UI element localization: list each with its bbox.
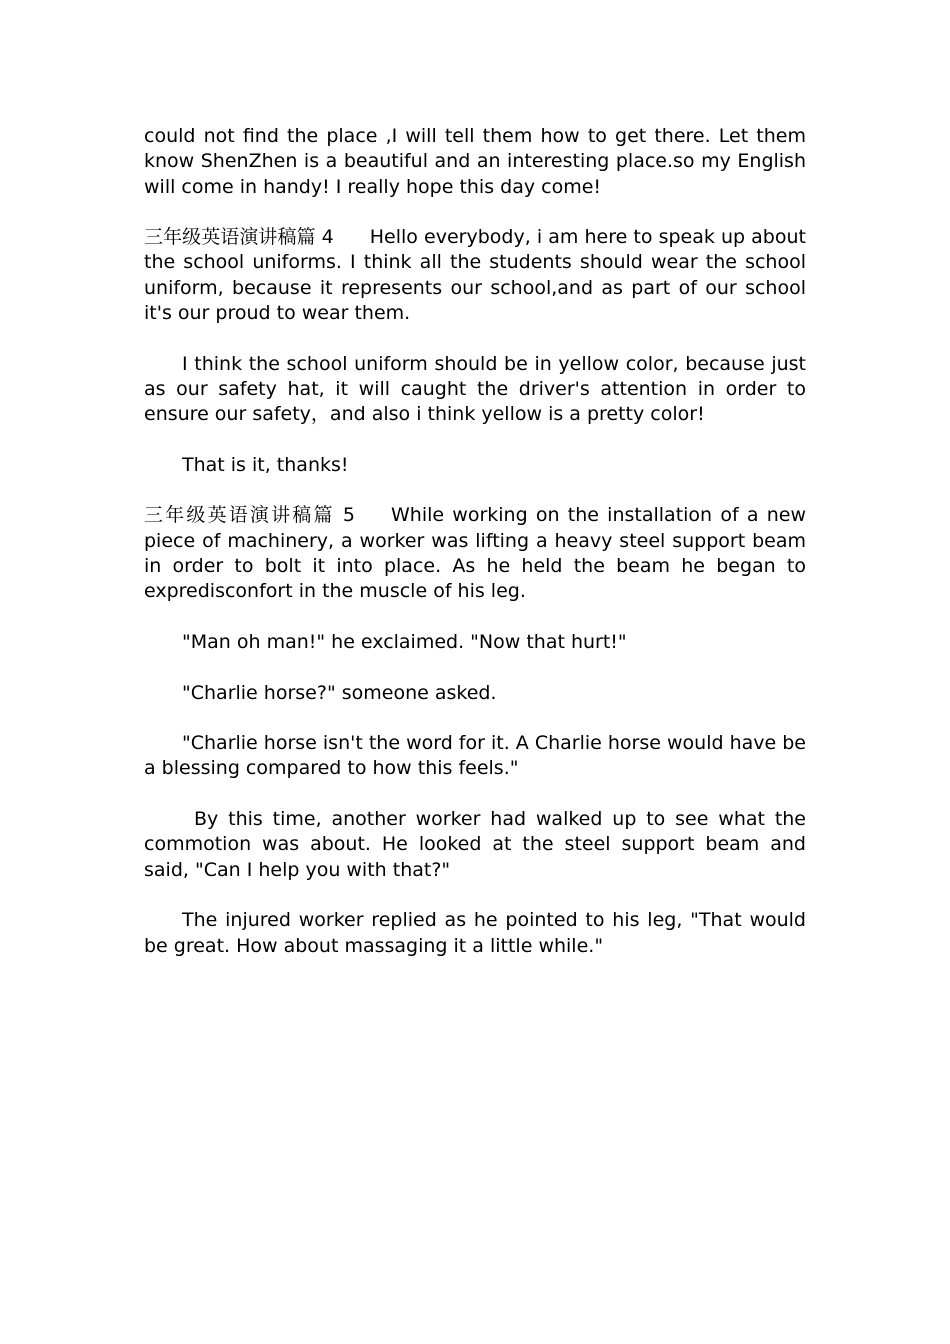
paragraph-text: Hello everybody, i am here to speak up about the school uniforms. I think all the students should wear the school uniform, because it represents our school,and as part of our school it's our proud to wear them.	[144, 226, 806, 325]
paragraph-text: The injured worker replied as he pointed to his leg, "That would be great. How about massaging it a little while."	[144, 909, 806, 957]
paragraph-8	[144, 731, 806, 782]
paragraph-6	[144, 630, 806, 655]
paragraph-text: "Man oh man!" he exclaimed. "Now that hurt!"	[182, 630, 627, 653]
section-heading-4: 三年级英语演讲稿篇 4	[144, 226, 334, 249]
paragraph-text: "Charlie horse isn't the word for it. A Charlie horse would have be a blessing compared to how this feels."	[144, 732, 806, 780]
paragraph-5	[144, 503, 806, 604]
paragraph-text: While working on the installation of a new piece of machinery, a worker was lifting a heavy steel support beam in order to bolt it into place. As he held the beam he began to expredisconfort in the muscle of his leg.	[144, 504, 806, 603]
document-body	[144, 124, 806, 984]
paragraph-text: By this time, another worker had walked up to see what the commotion was about. He looked at the steel support beam and said, "Can I help you with that?"	[144, 808, 806, 881]
paragraph-9	[144, 807, 806, 883]
paragraph-text: could not find the place ,I will tell them how to get there. Let them know ShenZhen is a beautiful and an interesting place.so my English will come in handy! I really hope this day come!	[144, 125, 806, 198]
paragraph-1	[144, 124, 806, 200]
section-heading-5: 三年级英语演讲稿篇 5	[144, 504, 355, 527]
paragraph-text: I think the school uniform should be in yellow color, because just as our safety hat, it will caught the driver's attention in order to ensure our safety，and also i think yellow is a pretty color!	[144, 352, 806, 426]
paragraph-2	[144, 225, 806, 326]
paragraph-10	[144, 908, 806, 959]
paragraph-7	[144, 681, 806, 706]
paragraph-text: "Charlie horse?" someone asked.	[182, 681, 497, 704]
paragraph-3	[144, 352, 806, 428]
paragraph-text: That is it, thanks!	[182, 453, 349, 476]
paragraph-4	[144, 453, 806, 478]
